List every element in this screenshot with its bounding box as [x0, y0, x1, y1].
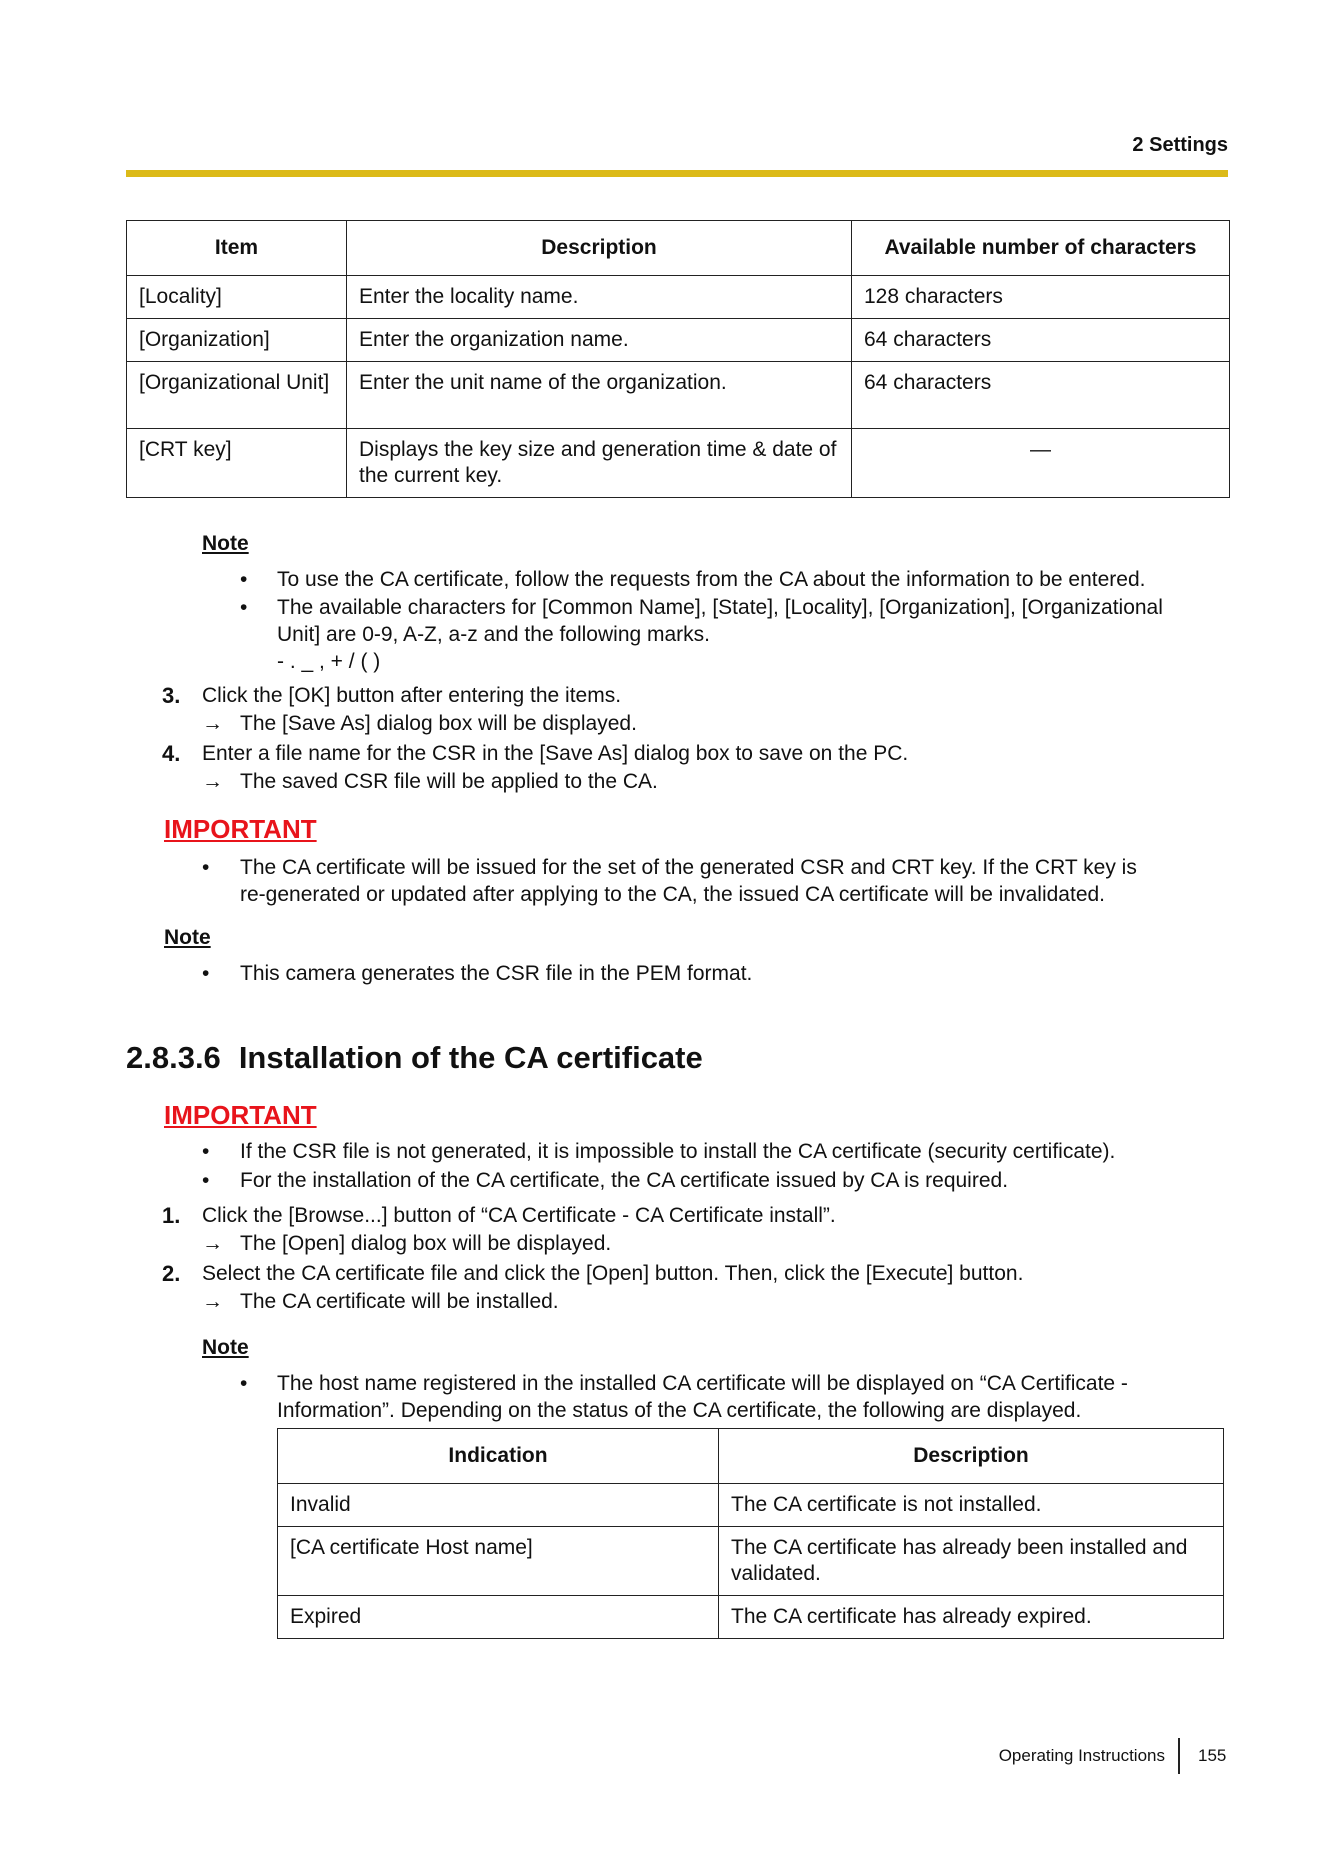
cell-item: [Organizational Unit]: [127, 362, 347, 429]
cell-description: Enter the organization name.: [347, 319, 852, 362]
section-heading: [126, 1040, 703, 1076]
bullet-glyph: •: [240, 1372, 248, 1395]
step-result: The [Open] dialog box will be displayed.: [240, 1232, 612, 1255]
footer-divider: [1178, 1738, 1180, 1774]
step-text: Click the [Browse...] button of “CA Certificate - CA Certificate install”.: [202, 1204, 836, 1227]
column-header-description: Description: [719, 1429, 1224, 1484]
table-row: [278, 1484, 1224, 1527]
table-row: [127, 276, 1230, 319]
available-marks: - . _ , + / ( ): [277, 650, 381, 673]
cell-description: Enter the locality name.: [347, 276, 852, 319]
table-row: [278, 1596, 1224, 1639]
note-bullet-text: To use the CA certificate, follow the requests from the CA about the information to be entered.: [277, 568, 1146, 591]
step-result: The [Save As] dialog box will be displayed.: [240, 712, 637, 735]
section-header: 2 Settings: [1132, 134, 1228, 156]
column-header-item: Item: [127, 221, 347, 276]
cell-description: Enter the unit name of the organization.: [347, 362, 852, 429]
bullet-glyph: •: [202, 856, 210, 879]
note-bullet-text: Information”. Depending on the status of the CA certificate, the following are displayed.: [277, 1399, 1082, 1422]
cell-description: The CA certificate is not installed.: [719, 1484, 1224, 1527]
bullet-glyph: •: [202, 1169, 210, 1192]
table-header-row: [127, 221, 1230, 276]
cell-characters: —: [852, 429, 1230, 498]
cell-item: [Organization]: [127, 319, 347, 362]
character-limits-table: [126, 220, 1230, 498]
ca-certificate-status-table: [277, 1428, 1224, 1639]
section-title: Installation of the CA certificate: [238, 1040, 703, 1075]
column-header-indication: Indication: [278, 1429, 719, 1484]
step-number: 3.: [162, 683, 181, 708]
cell-description: The CA certificate has already expired.: [719, 1596, 1224, 1639]
section-number: 2.8.3.6: [126, 1040, 221, 1075]
step-result: The saved CSR file will be applied to the CA.: [240, 770, 658, 793]
bullet-glyph: •: [240, 568, 248, 591]
cell-description: The CA certificate has already been installed and validated.: [719, 1527, 1224, 1596]
step-result: The CA certificate will be installed.: [240, 1290, 559, 1313]
arrow-icon: →: [202, 1290, 223, 1313]
column-header-description: Description: [347, 221, 852, 276]
cell-item: [CRT key]: [127, 429, 347, 498]
note-label: Note: [164, 926, 211, 949]
step-text: Select the CA certificate file and click the [Open] button. Then, click the [Execute] button.: [202, 1262, 1024, 1285]
important-text: The CA certificate will be issued for the set of the generated CSR and CRT key. If the CRT key is: [240, 856, 1137, 879]
bullet-glyph: •: [240, 596, 248, 619]
arrow-icon: →: [202, 712, 223, 735]
cell-item: [Locality]: [127, 276, 347, 319]
important-label: IMPORTANT: [164, 814, 317, 844]
note-bullet-text: The host name registered in the installed CA certificate will be displayed on “CA Certificate -: [277, 1372, 1128, 1395]
important-text: For the installation of the CA certificate, the CA certificate issued by CA is required.: [240, 1169, 1009, 1192]
table-row: [278, 1527, 1224, 1596]
cell-characters: 64 characters: [852, 319, 1230, 362]
table-row: [127, 362, 1230, 429]
note-bullet-text: This camera generates the CSR file in the PEM format.: [240, 962, 753, 985]
arrow-icon: →: [202, 1232, 223, 1255]
step-number: 4.: [162, 741, 181, 766]
note-label: Note: [202, 532, 249, 555]
bullet-glyph: •: [202, 962, 210, 985]
step-text: Enter a file name for the CSR in the [Save As] dialog box to save on the PC.: [202, 742, 909, 765]
important-text: re-generated or updated after applying to the CA, the issued CA certificate will be invalidated.: [240, 883, 1106, 906]
important-text: If the CSR file is not generated, it is impossible to install the CA certificate (security certificate).: [240, 1140, 1116, 1163]
important-label: IMPORTANT: [164, 1100, 317, 1130]
cell-indication: Invalid: [278, 1484, 719, 1527]
cell-indication: [CA certificate Host name]: [278, 1527, 719, 1596]
table-row: [127, 429, 1230, 498]
step-text: Click the [OK] button after entering the items.: [202, 684, 622, 707]
page-number: 155: [1198, 1746, 1227, 1765]
table-header-row: [278, 1429, 1224, 1484]
note-bullet-text: The available characters for [Common Name], [State], [Locality], [Organization], [Organizational: [277, 596, 1163, 619]
note-bullet-text: Unit] are 0-9, A-Z, a-z and the following marks.: [277, 623, 711, 646]
header-rule: [126, 170, 1228, 177]
note-label: Note: [202, 1336, 249, 1359]
arrow-icon: →: [202, 770, 223, 793]
column-header-available-characters: Available number of characters: [852, 221, 1230, 276]
cell-indication: Expired: [278, 1596, 719, 1639]
table-row: [127, 319, 1230, 362]
cell-characters: 64 characters: [852, 362, 1230, 429]
bullet-glyph: •: [202, 1140, 210, 1163]
footer-document-title: Operating Instructions: [998, 1746, 1165, 1765]
cell-characters: 128 characters: [852, 276, 1230, 319]
step-number: 2.: [162, 1261, 181, 1286]
cell-description: Displays the key size and generation time & date of the current key.: [347, 429, 852, 498]
step-number: 1.: [162, 1203, 181, 1228]
